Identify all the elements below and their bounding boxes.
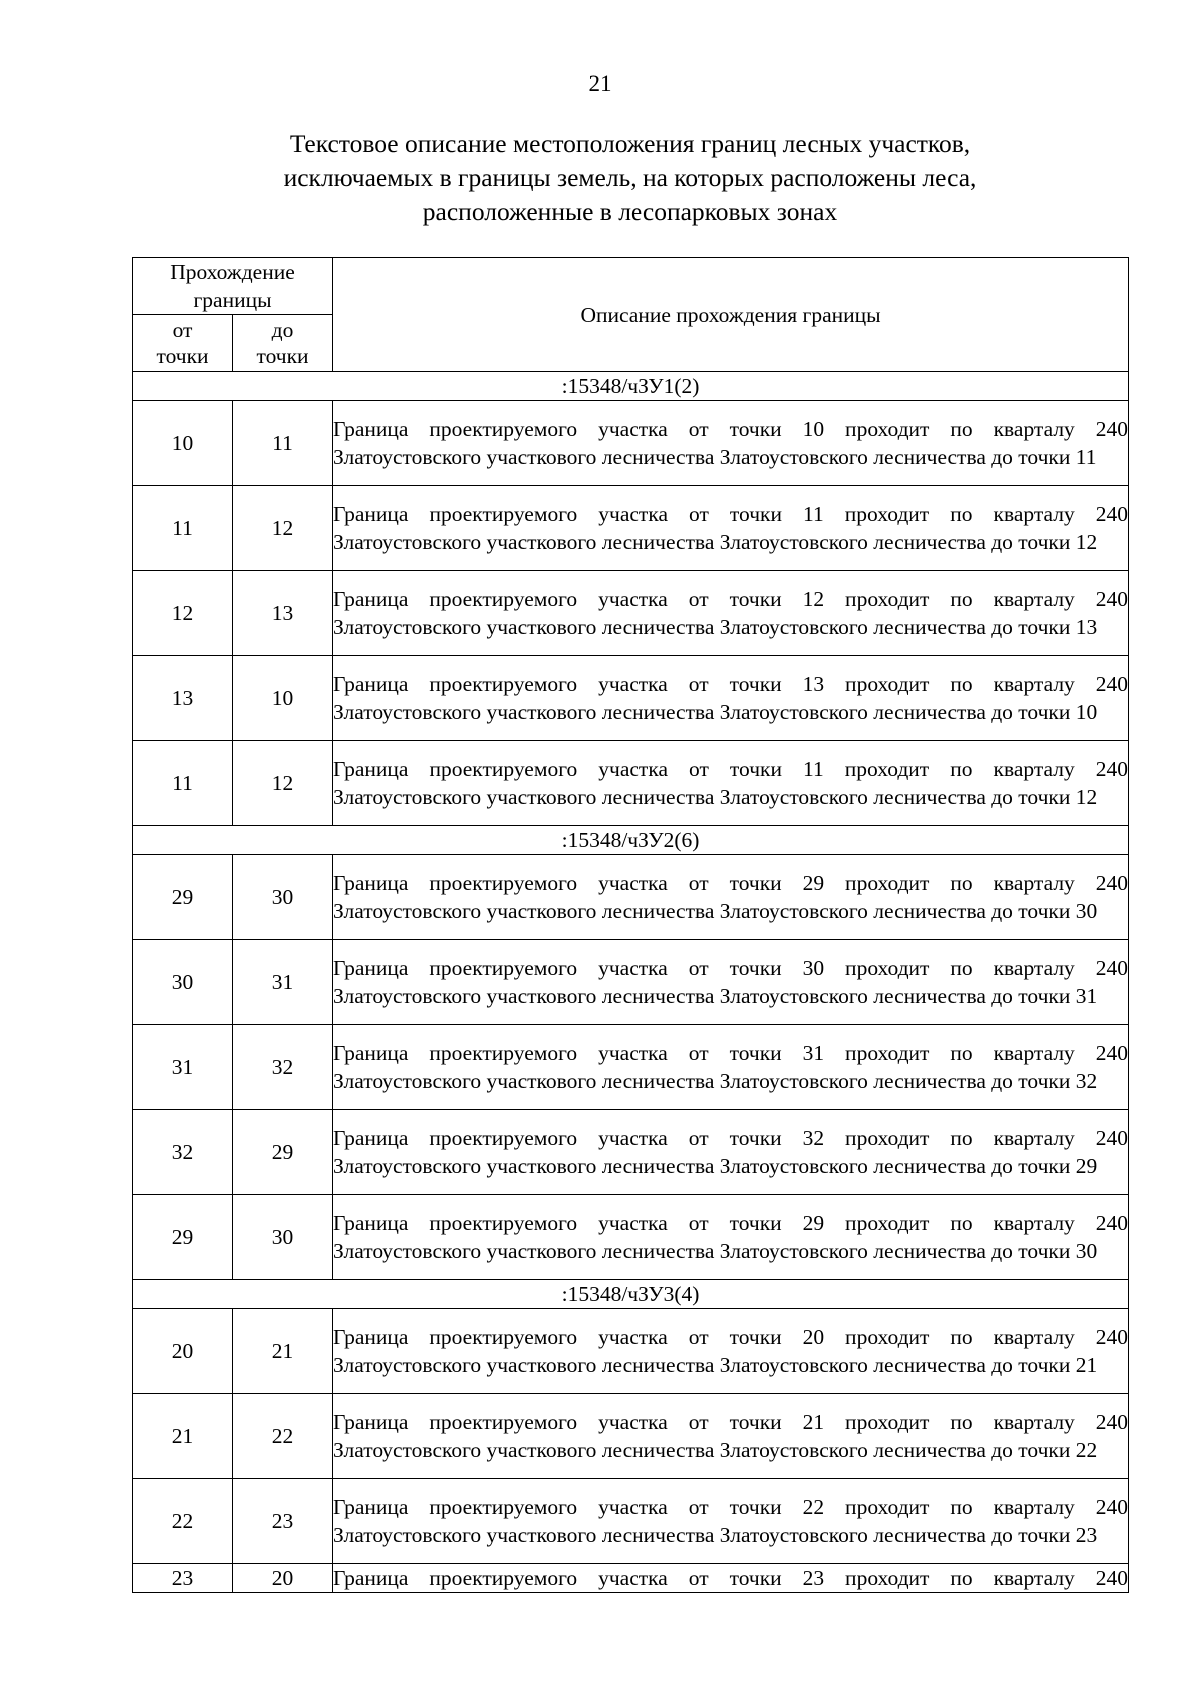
document-title (170, 127, 1090, 229)
description-cell: Граница проектируемого участка от точки 23 проходит по кварталу 240 (333, 1564, 1129, 1593)
table-row (133, 571, 1129, 656)
from-point-cell: 21 (133, 1394, 233, 1479)
to-point-cell: 21 (233, 1309, 333, 1394)
table-row (133, 940, 1129, 1025)
table-row (133, 741, 1129, 826)
to-point-cell: 11 (233, 401, 333, 486)
table-row (133, 1110, 1129, 1195)
section-row (133, 1280, 1129, 1309)
table-row (133, 1564, 1129, 1593)
section-title: :15348/чЗУ1(2) (133, 372, 1129, 401)
table-row (133, 1394, 1129, 1479)
to-point-cell: 10 (233, 656, 333, 741)
description-cell: Граница проектируемого участка от точки 29 проходит по кварталу 240 Златоустовского участкового лесничества Златоустовского лесничества до точки 30 (333, 1195, 1129, 1280)
to-point-cell: 30 (233, 1195, 333, 1280)
to-point-cell: 12 (233, 486, 333, 571)
description-cell: Граница проектируемого участка от точки 12 проходит по кварталу 240 Златоустовского участкового лесничества Златоустовского лесничества до точки 13 (333, 571, 1129, 656)
from-point-cell: 20 (133, 1309, 233, 1394)
from-point-cell: 29 (133, 1195, 233, 1280)
description-cell: Граница проектируемого участка от точки 22 проходит по кварталу 240 Златоустовского участкового лесничества Златоустовского лесничества до точки 23 (333, 1479, 1129, 1564)
to-point-cell: 31 (233, 940, 333, 1025)
description-cell: Граница проектируемого участка от точки 11 проходит по кварталу 240 Златоустовского участкового лесничества Златоустовского лесничества до точки 12 (333, 486, 1129, 571)
header-from-line2: точки (156, 344, 209, 368)
from-point-cell: 11 (133, 741, 233, 826)
from-point-cell: 32 (133, 1110, 233, 1195)
header-from-line1: от (172, 318, 193, 342)
from-point-cell: 12 (133, 571, 233, 656)
description-cell: Граница проектируемого участка от точки 11 проходит по кварталу 240 Златоустовского участкового лесничества Златоустовского лесничества до точки 12 (333, 741, 1129, 826)
table-row (133, 1195, 1129, 1280)
header-to-line1: до (271, 318, 294, 342)
boundary-description-table (132, 257, 1129, 1593)
to-point-cell: 32 (233, 1025, 333, 1110)
title-line-3: расположенные в лесопарковых зонах (422, 197, 838, 226)
to-point-cell: 22 (233, 1394, 333, 1479)
from-point-cell: 31 (133, 1025, 233, 1110)
header-boundary-passage: Прохождение границы (133, 258, 333, 315)
section-title: :15348/чЗУ2(6) (133, 826, 1129, 855)
title-line-2: исключаемых в границы земель, на которых расположены леса, (283, 163, 977, 192)
table-row (133, 855, 1129, 940)
header-to-point (233, 315, 333, 372)
table-row (133, 656, 1129, 741)
table-row (133, 401, 1129, 486)
description-cell: Граница проектируемого участка от точки 20 проходит по кварталу 240 Златоустовского участкового лесничества Златоустовского лесничества до точки 21 (333, 1309, 1129, 1394)
table-row (133, 486, 1129, 571)
description-cell: Граница проектируемого участка от точки 13 проходит по кварталу 240 Златоустовского участкового лесничества Златоустовского лесничества до точки 10 (333, 656, 1129, 741)
to-point-cell: 29 (233, 1110, 333, 1195)
table-body (133, 372, 1129, 1593)
section-title: :15348/чЗУ3(4) (133, 1280, 1129, 1309)
from-point-cell: 23 (133, 1564, 233, 1593)
description-cell: Граница проектируемого участка от точки 29 проходит по кварталу 240 Златоустовского участкового лесничества Златоустовского лесничества до точки 30 (333, 855, 1129, 940)
to-point-cell: 20 (233, 1564, 333, 1593)
description-cell: Граница проектируемого участка от точки 10 проходит по кварталу 240 Златоустовского участкового лесничества Златоустовского лесничества до точки 11 (333, 401, 1129, 486)
table-row (133, 1309, 1129, 1394)
page-number: 21 (588, 71, 612, 96)
title-line-1: Текстовое описание местоположения границ лесных участков, (289, 129, 971, 158)
description-cell: Граница проектируемого участка от точки 21 проходит по кварталу 240 Златоустовского участкового лесничества Златоустовского лесничества до точки 22 (333, 1394, 1129, 1479)
to-point-cell: 13 (233, 571, 333, 656)
table-row (133, 1025, 1129, 1110)
section-row (133, 372, 1129, 401)
from-point-cell: 22 (133, 1479, 233, 1564)
from-point-cell: 10 (133, 401, 233, 486)
from-point-cell: 29 (133, 855, 233, 940)
description-cell: Граница проектируемого участка от точки 31 проходит по кварталу 240 Златоустовского участкового лесничества Златоустовского лесничества до точки 32 (333, 1025, 1129, 1110)
description-cell: Граница проектируемого участка от точки 30 проходит по кварталу 240 Златоустовского участкового лесничества Златоустовского лесничества до точки 31 (333, 940, 1129, 1025)
section-row (133, 826, 1129, 855)
header-description: Описание прохождения границы (333, 258, 1129, 372)
from-point-cell: 11 (133, 486, 233, 571)
from-point-cell: 13 (133, 656, 233, 741)
to-point-cell: 30 (233, 855, 333, 940)
header-from-point (133, 315, 233, 372)
to-point-cell: 12 (233, 741, 333, 826)
to-point-cell: 23 (233, 1479, 333, 1564)
from-point-cell: 30 (133, 940, 233, 1025)
header-to-line2: точки (256, 344, 309, 368)
description-cell: Граница проектируемого участка от точки 32 проходит по кварталу 240 Златоустовского участкового лесничества Златоустовского лесничества до точки 29 (333, 1110, 1129, 1195)
table-row (133, 1479, 1129, 1564)
